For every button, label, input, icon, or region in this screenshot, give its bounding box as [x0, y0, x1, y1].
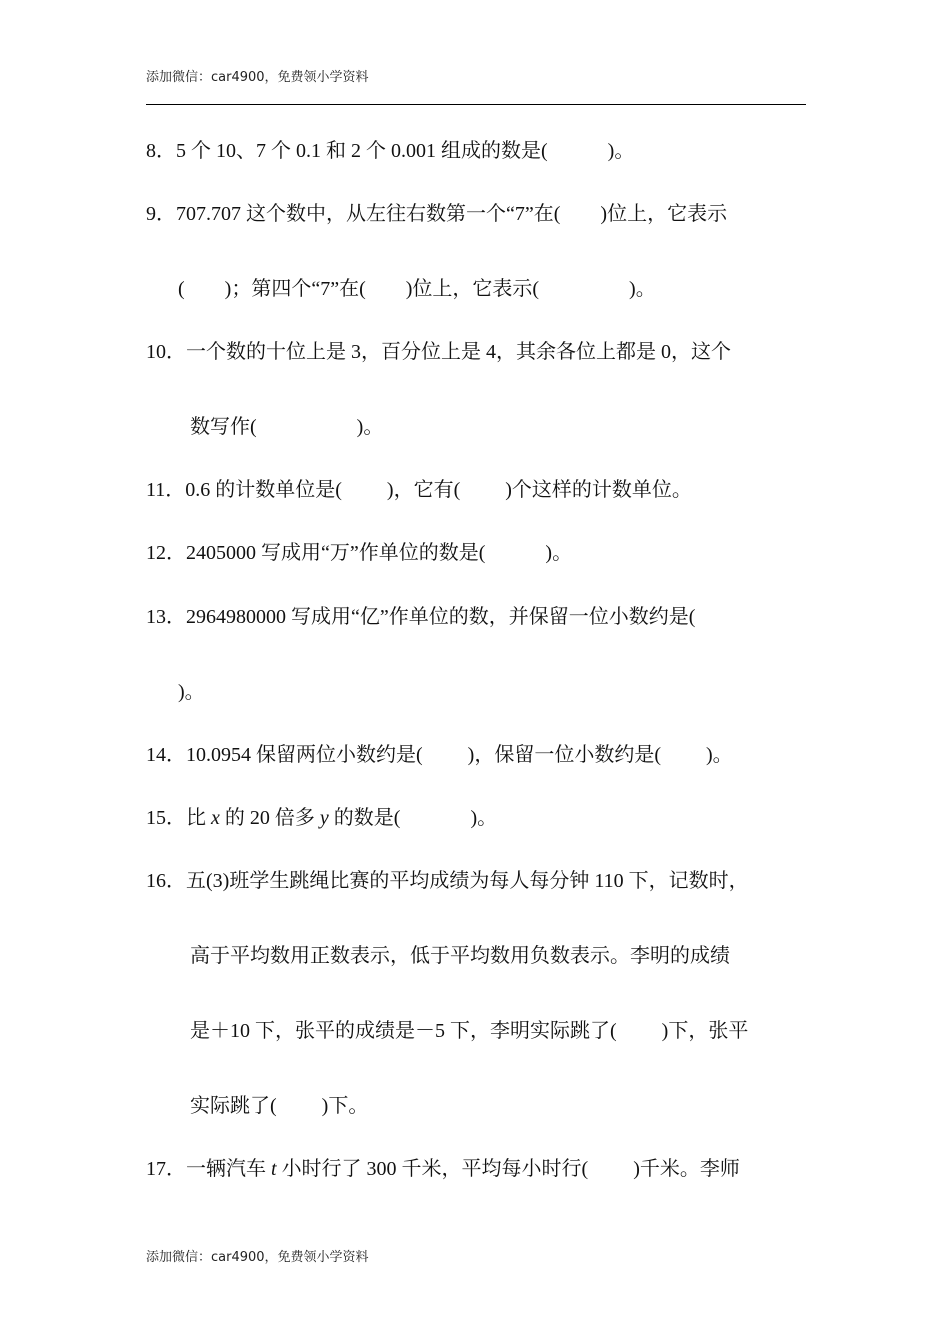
question-12-line-1: 12．2405000 写成用“万”作单位的数是( )。 — [146, 542, 573, 564]
question-10-line-2: 数写作( )。 — [190, 416, 384, 438]
question-number: 13． — [146, 606, 186, 628]
question-number: 16． — [146, 870, 186, 892]
header-rule — [146, 104, 806, 105]
question-17-line-1: 17．一辆汽车 t 小时行了 300 千米，平均每小时行( )千米。李师 — [146, 1158, 740, 1180]
question-number: 11． — [146, 479, 186, 501]
question-number: 8． — [146, 140, 176, 162]
question-number: 9． — [146, 203, 176, 225]
question-8-line-1: 8．5 个 10、7 个 0.1 和 2 个 0.001 组成的数是( )。 — [146, 140, 635, 162]
variable-x: x — [211, 807, 220, 829]
question-13-line-1: 13．2964980000 写成用“亿”作单位的数，并保留一位小数约是( — [146, 606, 696, 628]
question-number: 17． — [146, 1158, 186, 1180]
question-9-line-2: ( )；第四个“7”在( )位上，它表示( )。 — [178, 278, 656, 300]
question-16-line-1: 16．五(3)班学生跳绳比赛的平均成绩为每人每分钟 110 下，记数时， — [146, 870, 749, 892]
question-11-line-1: 11．0.6 的计数单位是( )，它有( )个这样的计数单位。 — [146, 479, 692, 501]
question-10-line-1: 10．一个数的十位上是 3，百分位上是 4，其余各位上都是 0，这个 — [146, 341, 731, 363]
question-16-line-4: 实际跳了( )下。 — [190, 1095, 369, 1117]
question-13-line-2: )。 — [178, 681, 205, 703]
question-16-line-3: 是＋10 下，张平的成绩是－5 下，李明实际跳了( )下，张平 — [190, 1020, 749, 1042]
question-number: 12． — [146, 542, 186, 564]
page-header-watermark: 添加微信：car4900，免费领小学资料 — [146, 70, 369, 85]
page-footer-watermark: 添加微信：car4900，免费领小学资料 — [146, 1250, 369, 1265]
question-9-line-1: 9．707.707 这个数中，从左往右数第一个“7”在( )位上，它表示 — [146, 203, 728, 225]
question-16-line-2: 高于平均数用正数表示，低于平均数用负数表示。李明的成绩 — [190, 945, 730, 967]
variable-t: t — [271, 1158, 277, 1180]
question-number: 14． — [146, 744, 186, 766]
variable-y: y — [319, 807, 329, 829]
question-14-line-1: 14．10.0954 保留两位小数约是( )，保留一位小数约是( )。 — [146, 744, 733, 766]
question-number: 10． — [146, 341, 186, 363]
question-15-line-1: 15．比 x 的 20 倍多 y 的数是( )。 — [146, 807, 498, 829]
question-number: 15． — [146, 807, 186, 829]
